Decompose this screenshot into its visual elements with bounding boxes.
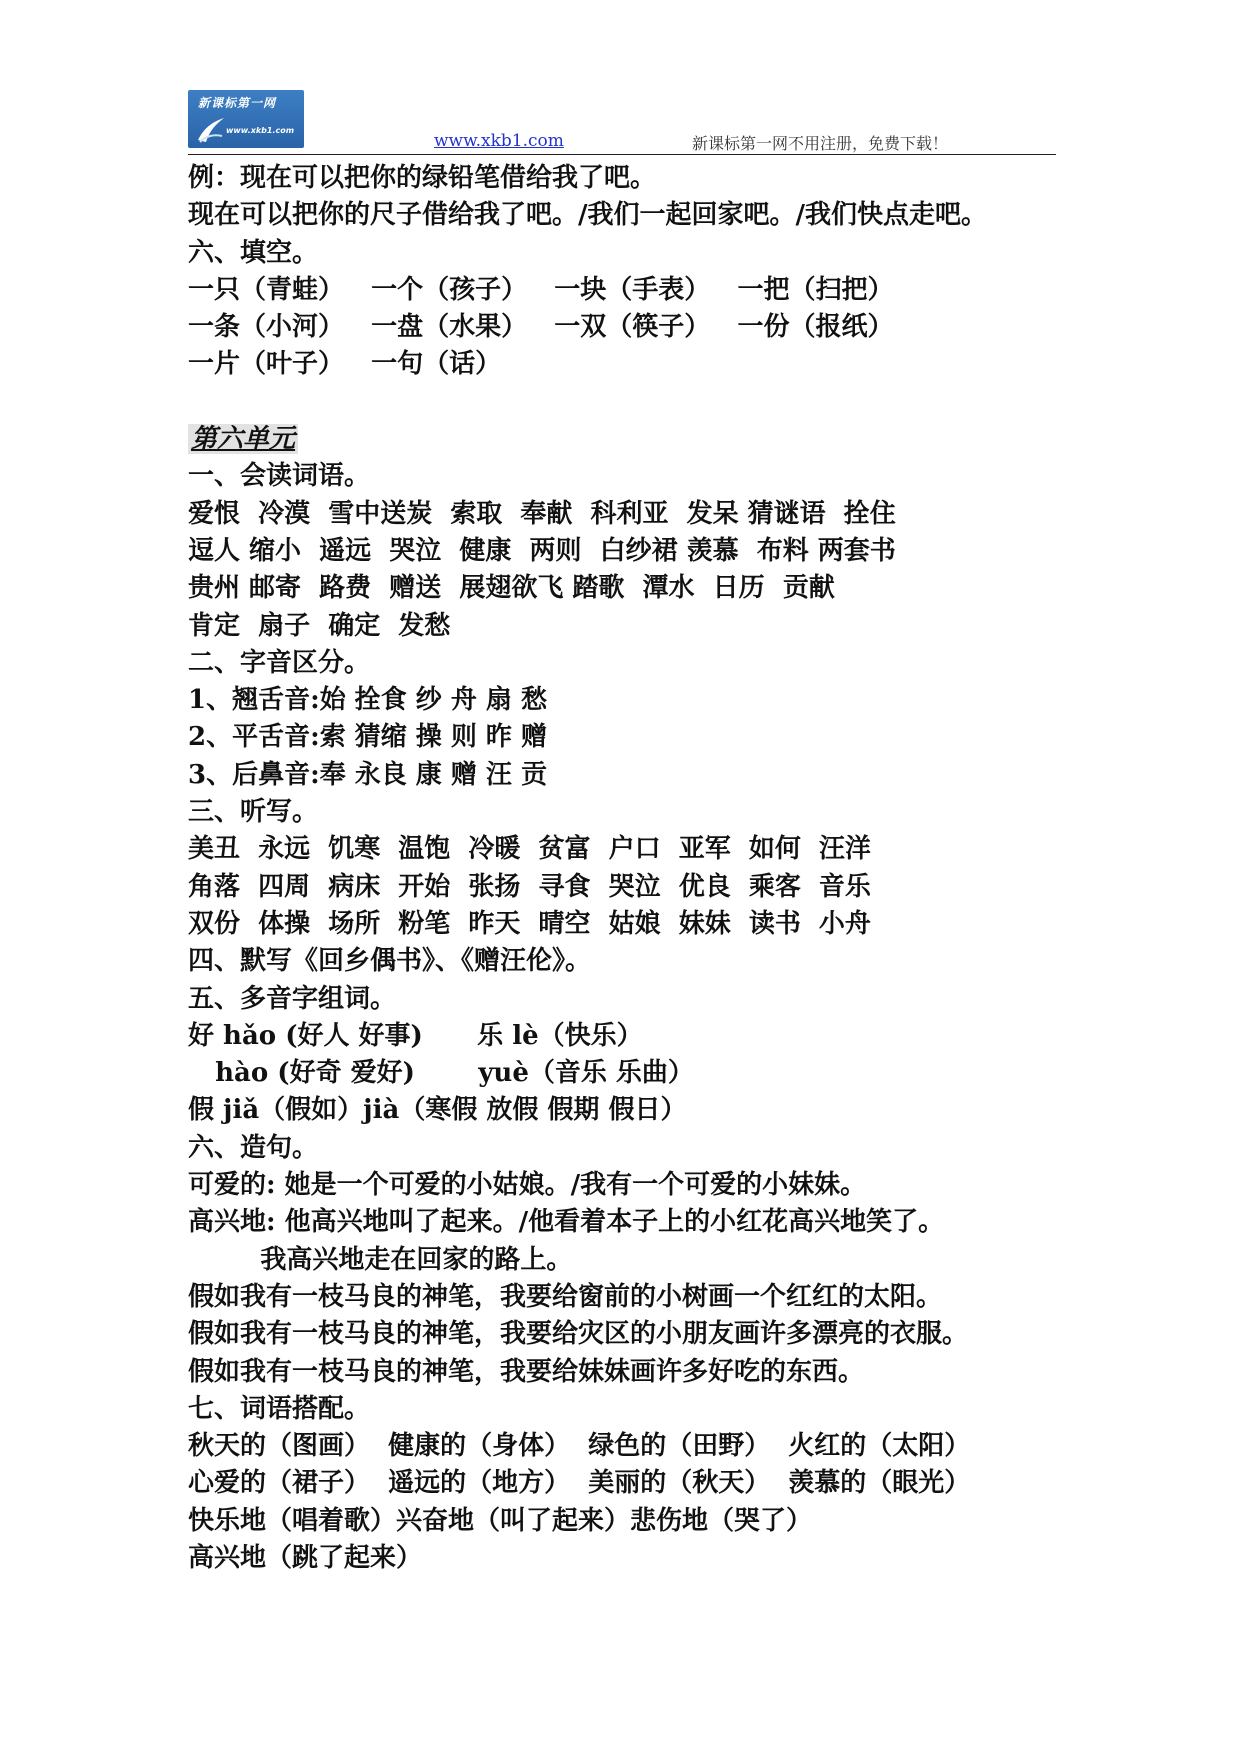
text-line: 假如我有一枝马良的神笔，我要给窗前的小树画一个红红的太阳。 — [188, 1281, 943, 1312]
text-line: 爱恨 冷漠 雪中送炭 索取 奉献 科利亚 发呆 猜谜语 拴住 — [188, 498, 896, 529]
section-heading: 五、多音字组词。 — [188, 983, 397, 1014]
text-line: 好 hǎo (好人 好事) 乐 lè（快乐） — [188, 1020, 643, 1051]
section-heading: 七、词语搭配。 — [188, 1393, 371, 1424]
text-line: 双份 体操 场所 粉笔 昨天 晴空 姑娘 妹妹 读书 小舟 — [188, 908, 871, 939]
text-line: 假 jiǎ（假如）jià（寒假 放假 假期 假日） — [188, 1095, 687, 1126]
text-line: 我高兴地走在回家的路上。 — [188, 1244, 573, 1275]
section-heading: 四、默写《回乡偶书》、《赠汪伦》。 — [188, 946, 592, 977]
site-logo[interactable] — [188, 90, 304, 148]
header-note: 新课标第一网不用注册，免费下载！ — [692, 134, 949, 153]
header-divider — [188, 154, 1056, 155]
section-heading: 三、听写。 — [188, 797, 319, 828]
text-line: 角落 四周 病床 开始 张扬 寻食 哭泣 优良 乘客 音乐 — [188, 871, 871, 902]
text-line: 3、后鼻音:奉 永良 康 赠 汪 贡 — [188, 759, 547, 790]
text-line: 高兴地（跳了起来） — [188, 1542, 423, 1573]
text-line: hào (好奇 爱好) yuè（音乐 乐曲） — [188, 1058, 694, 1089]
worksheet-content — [188, 160, 1088, 1577]
text-line: 可爱的: 她是一个可爱的小姑娘。/我有一个可爱的小妹妹。 — [188, 1170, 867, 1201]
text-line: 2、平舌音:索 猜缩 操 则 昨 赠 — [188, 722, 547, 753]
text-line: 贵州 邮寄 路费 赠送 展翅欲飞 踏歌 潭水 日历 贡献 — [188, 573, 835, 604]
site-url-link[interactable]: www.xkb1.com — [434, 131, 564, 151]
text-line: 现在可以把你的尺子借给我了吧。/我们一起回家吧。/我们快点走吧。 — [188, 200, 987, 231]
text-line: 心爱的（裙子） 遥远的（地方） 美丽的（秋天） 羡慕的（眼光） — [188, 1468, 971, 1499]
text-line: 假如我有一枝马良的神笔，我要给妹妹画许多好吃的东西。 — [188, 1356, 865, 1387]
text-line: 例：现在可以把你的绿铅笔借给我了吧。 — [188, 163, 657, 193]
blank-line — [188, 384, 1088, 421]
section-heading: 二、字音区分。 — [188, 647, 371, 678]
text-line: 高兴地: 他高兴地叫了起来。/他看着本子上的小红花高兴地笑了。 — [188, 1207, 945, 1238]
text-line: 快乐地（唱着歌）兴奋地（叫了起来）悲伤地（哭了） — [188, 1505, 813, 1536]
bird-icon — [196, 110, 226, 144]
section-heading: 六、填空。 — [188, 237, 319, 268]
text-line: 1、翘舌音:始 拴食 纱 舟 扇 愁 — [188, 685, 547, 716]
text-line: 假如我有一枝马良的神笔，我要给灾区的小朋友画许多漂亮的衣服。 — [188, 1319, 969, 1350]
text-line: 一只（青蛙） 一个（孩子） 一块（手表） 一把（扫把） — [188, 274, 894, 305]
text-line: 肯定 扇子 确定 发愁 — [188, 610, 451, 641]
logo-url: www.xkb1.com — [226, 126, 295, 135]
unit-title: 第六单元 — [188, 424, 298, 454]
text-line: 逗人 缩小 遥远 哭泣 健康 两则 白纱裙 羡慕 布料 两套书 — [188, 535, 896, 566]
text-line: 一片（叶子） 一句（话） — [188, 349, 502, 380]
text-line: 美丑 永远 饥寒 温饱 冷暖 贫富 户口 亚军 如何 汪洋 — [188, 834, 871, 865]
logo-title: 新课标第一网 — [198, 96, 277, 110]
text-line: 秋天的（图画） 健康的（身体） 绿色的（田野） 火红的（太阳） — [188, 1431, 971, 1462]
text-line: 一条（小河） 一盘（水果） 一双（筷子） 一份（报纸） — [188, 312, 894, 343]
unit-title-row — [188, 421, 1088, 458]
section-heading: 一、会读词语。 — [188, 461, 371, 492]
section-heading: 六、造句。 — [188, 1132, 319, 1163]
